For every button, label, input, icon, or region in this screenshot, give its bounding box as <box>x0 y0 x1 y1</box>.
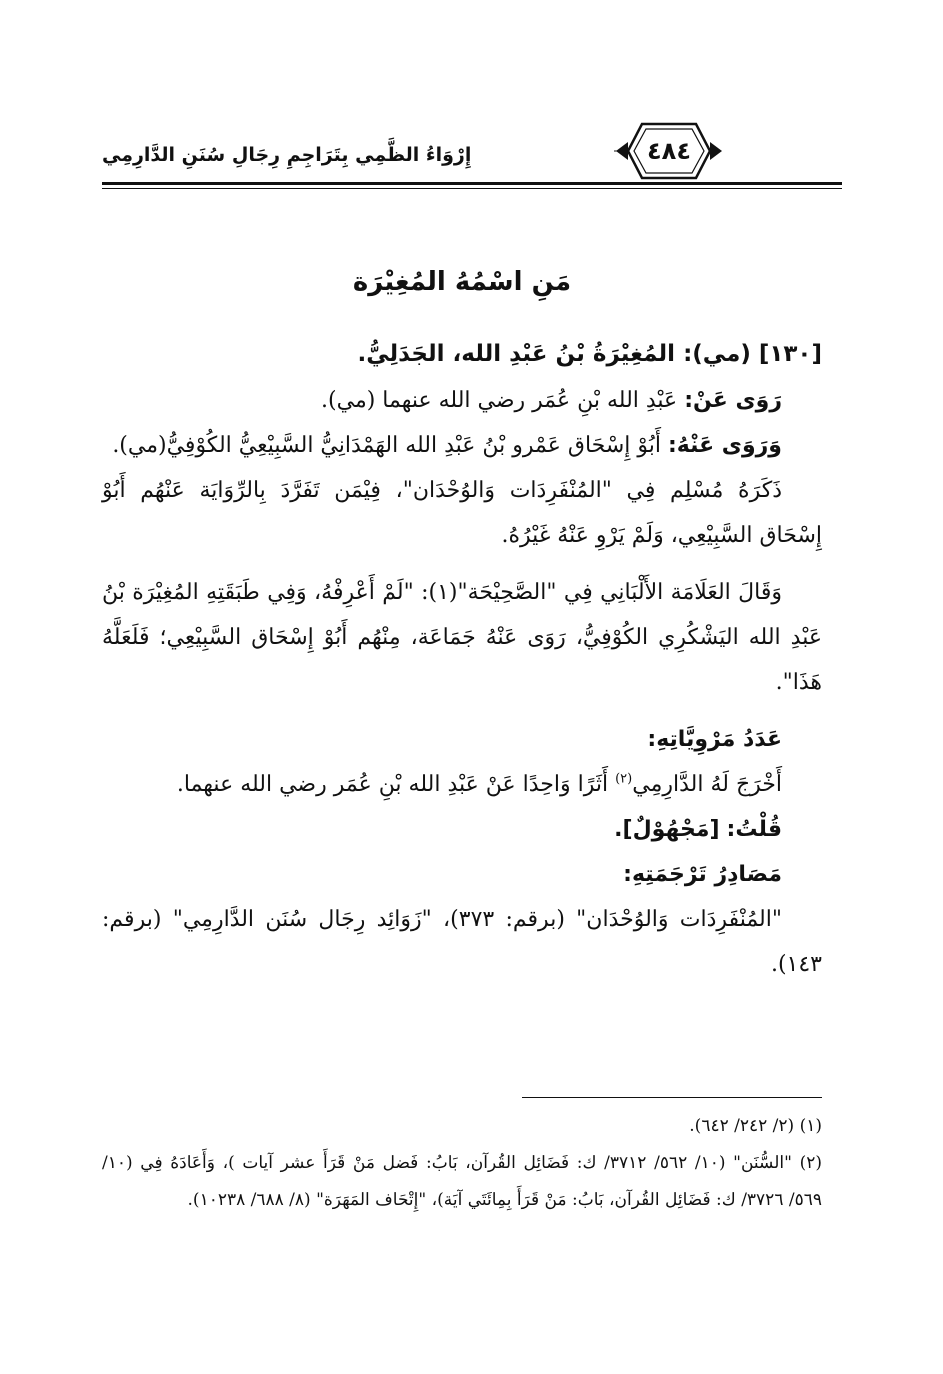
footnote-2: (٢) "السُّنَن" (١٠/ ٥٦٢/ ٣٧١٢/ ك: فَضَائِل القُرآن، بَابُ: فَضل مَنْ قَرَأَ عشر آيات )، وَأَعَادَهُ فِي (١٠/ ٥٦٩/ ٣٧٢٦/ ك: فَضَائِل القُرآن، بَابُ: مَنْ قَرَأَ بِمِائَتَي آيَة)، "إِتْحَاف المَهَرَة" (٨/ ٦٨٨/ ١٠٢٣٨). <box>102 1153 823 1210</box>
page-header <box>102 118 842 190</box>
footnote-1: (١) (٢/ ٢٤٢/ ٦٤٢). <box>689 1116 822 1136</box>
sources-heading: مَصَادِرُ تَرْجَمَتِهِ: <box>623 862 782 887</box>
running-title: إِرْوَاءُ الظَّمِي بِتَرَاجِمِ رِجَالِ سُنَنِ الدَّارِمِي <box>102 144 472 166</box>
narrated-by-line <box>102 423 822 468</box>
page-number-badge <box>614 118 724 184</box>
header-divider <box>102 182 842 185</box>
narrated-by-label: وَرَوَى عَنْهُ: <box>668 433 782 458</box>
narrated-from-label: رَوَى عَنْ: <box>684 388 782 413</box>
verdict-text: [مَجْهُوْلٌ]. <box>614 817 720 842</box>
paragraph-muslim: ذَكَرَهُ مُسْلِم فِي "المُنْفَرِدَات وَالوُحْدَان"، فِيْمَن تَفَرَّدَ بِالرِّوَايَة عَنْهُم أَبُوْ إِسْحَاق السَّبِيْعِي، وَلَمْ يَرْوِ عَنْهُ غَيْرُهُ. <box>102 478 822 548</box>
verdict-line <box>102 807 822 852</box>
verdict-label: قُلْتُ: <box>726 817 782 842</box>
page-number: ٤٨٤ <box>647 137 691 165</box>
narrated-from-text: عَبْدِ الله بْنِ عُمَر رضي الله عنهما (مي). <box>321 388 678 413</box>
count-heading: عَدَدُ مَرْوِيَّاتِهِ: <box>647 727 782 752</box>
footnote-divider <box>522 1097 822 1098</box>
narrated-by-text: أَبُوْ إِسْحَاق عَمْرو بْنُ عَبْدِ الله الهَمْدَانِيُّ السَّبِيْعِيُّ الكُوْفِيُّ(مي). <box>112 433 661 458</box>
count-text-after: أَثَرًا وَاحِدًا عَنْ عَبْدِ الله بْنِ عُمَر رضي الله عنهما. <box>176 772 616 797</box>
paragraph-albani: وَقَالَ العَلَامَة الأَلْبَانِي فِي "الصَّحِيْحَة"(١): "لَمْ أَعْرِفْهُ، وَفِي طَبَقَتِهِ المُغِيْرَة بْنُ عَبْدِ الله اليَشْكُرِي الكُوْفِيُّ، رَوَى عَنْهُ جَمَاعَة، مِنْهُم أَبُوْ إِسْحَاق السَّبِيْعِي؛ فَلَعَلَّهُ هَذَا". <box>102 580 822 695</box>
entry-title <box>102 330 822 378</box>
section-heading: مَنِ اسْمُهُ المُغِيْرَة <box>352 267 572 297</box>
footnote-ref-2[interactable]: (٢) <box>615 771 633 787</box>
count-text <box>102 762 822 807</box>
entry-siglum: (مي): <box>683 341 751 367</box>
header-divider-thin <box>102 188 842 189</box>
footnotes <box>102 1108 822 1219</box>
entry-name: المُغِيْرَةُ بْنُ عَبْدِ الله، الجَدَلِيُّ. <box>357 341 676 367</box>
entry-number: [١٣٠] <box>758 341 822 367</box>
count-text-before: أَخْرَجَ لَهُ الدَّارِمِي <box>632 772 782 797</box>
sources-text: "المُنْفَرِدَات وَالوُحْدَان" (برقم: ٣٧٣)، "زَوَائِد رِجَال سُنَن الدَّارِمِي" (برقم: ١٤٣). <box>102 907 822 977</box>
narrated-from-line <box>102 378 822 423</box>
main-content <box>102 262 822 987</box>
